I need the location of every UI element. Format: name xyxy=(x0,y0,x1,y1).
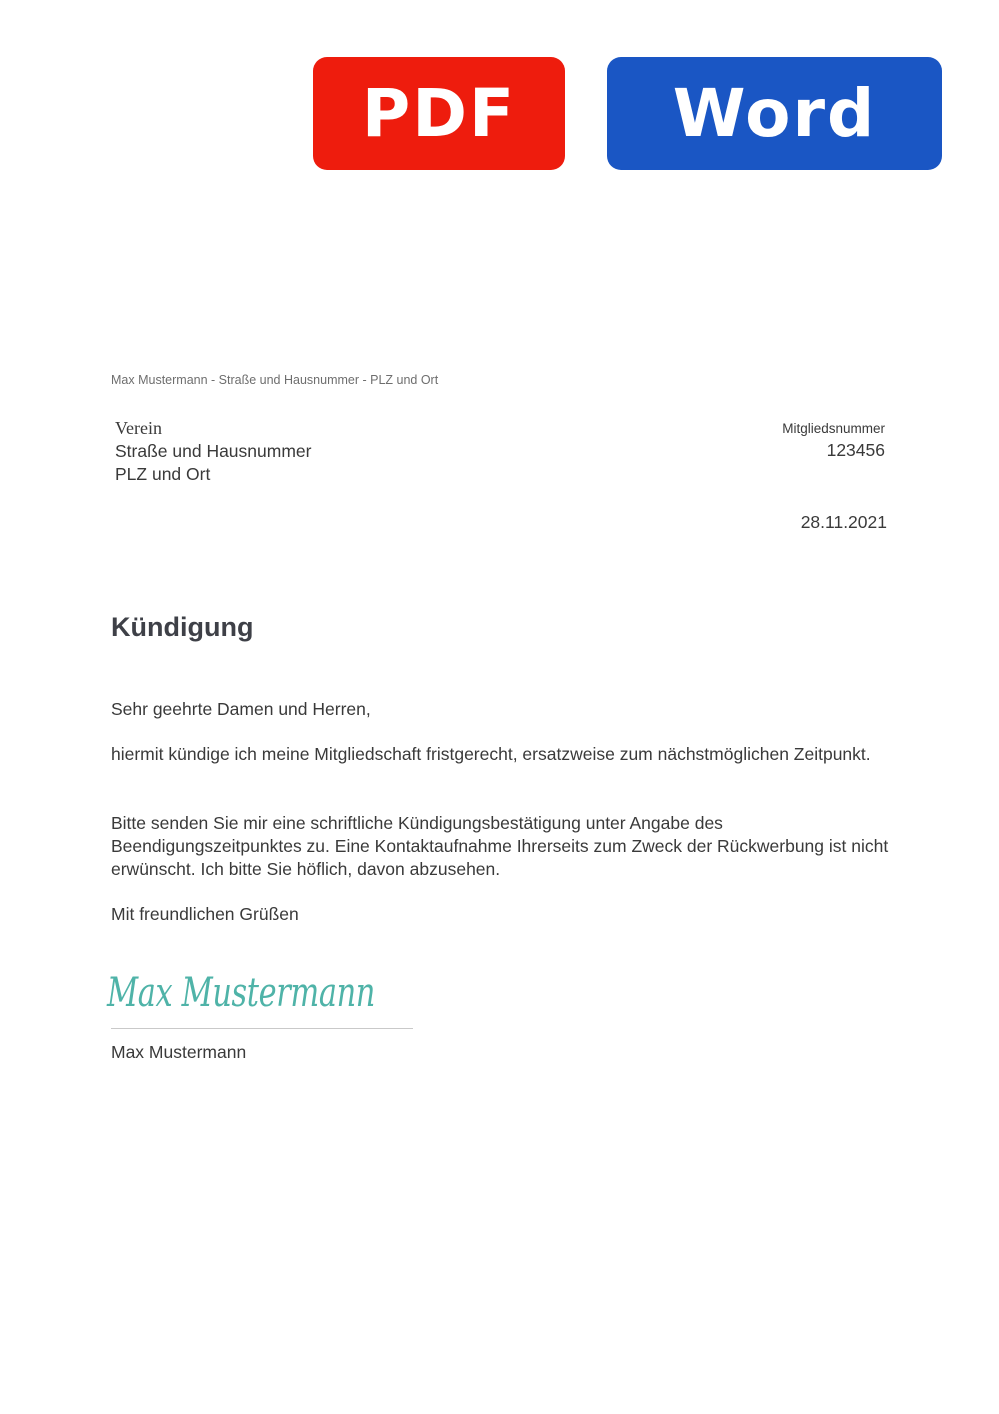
member-info xyxy=(782,420,885,463)
letter-subject: Kündigung xyxy=(111,612,254,642)
recipient-address xyxy=(115,417,311,486)
word-download-button[interactable]: Word xyxy=(607,57,942,170)
member-number-label: Mitgliedsnummer xyxy=(782,421,885,436)
signature-text: Max Mustermann xyxy=(106,970,375,1016)
pdf-download-button[interactable]: PDF xyxy=(313,57,565,170)
salutation: Sehr geehrte Damen und Herren, xyxy=(111,699,371,719)
handwritten-signature xyxy=(105,958,405,1020)
recipient-street: Straße und Hausnummer xyxy=(115,441,312,461)
body-paragraph-1: hiermit kündige ich meine Mitgliedschaft fristgerecht, ersatzweise zum nächstmöglichen Zeitpunkt. xyxy=(111,744,871,764)
recipient-city: PLZ und Ort xyxy=(115,464,211,484)
letter-date: 28.11.2021 xyxy=(800,512,887,532)
closing: Mit freundlichen Grüßen xyxy=(111,904,299,924)
signer-name: Max Mustermann xyxy=(111,1042,247,1062)
sender-address-line: Max Mustermann - Straße und Hausnummer - PLZ und Ort xyxy=(111,373,439,387)
body-paragraph-2: Bitte senden Sie mir eine schriftliche Kündigungsbestätigung unter Angabe des Beendigungszeitpunktes zu. Eine Kontaktaufnahme Ihrerseits zum Zweck der Rückwerbung ist nicht erwünscht. Ich bitte Sie höflich, davon abzusehen. xyxy=(111,813,889,879)
member-number: 123456 xyxy=(826,440,885,460)
signature-line xyxy=(111,1028,413,1029)
recipient-organization: Verein xyxy=(115,418,162,438)
